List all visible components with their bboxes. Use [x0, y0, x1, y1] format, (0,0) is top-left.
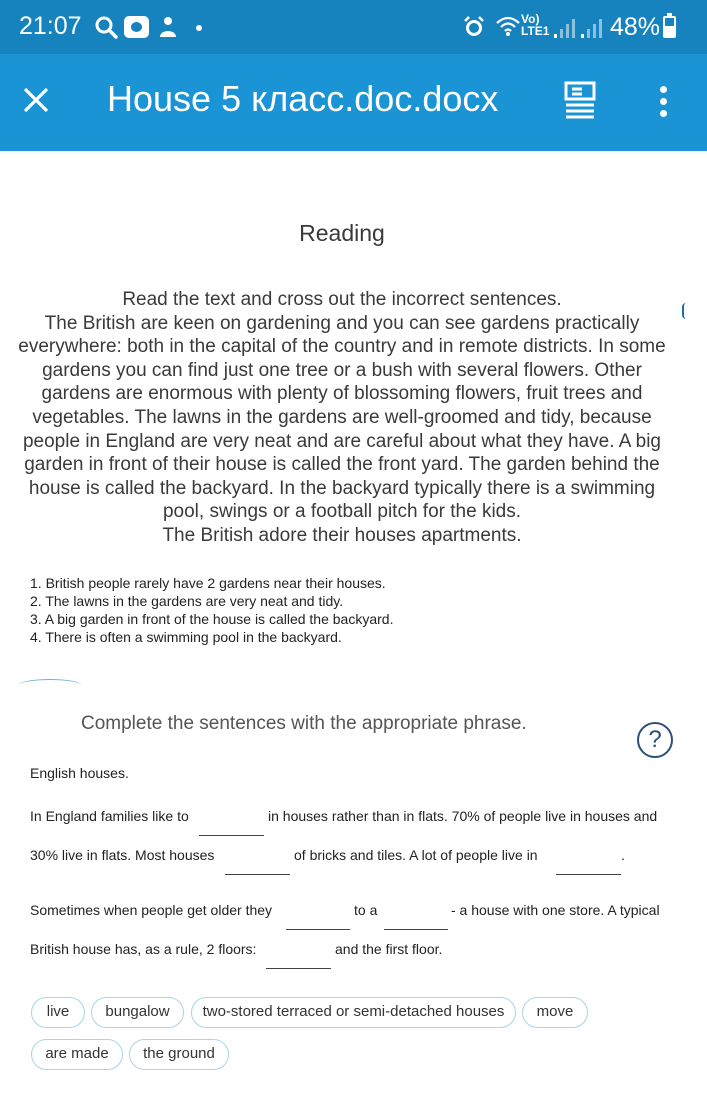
statement-item: 4. There is often a swimming pool in the backyard. — [30, 629, 342, 645]
exercise-text: of bricks and tiles. A lot of people live in — [294, 847, 538, 863]
search-icon — [94, 15, 118, 39]
signal-icon-2 — [580, 17, 602, 39]
exercise-heading: English houses. — [30, 765, 129, 781]
document-view — [0, 151, 707, 1120]
exercise-text: In England families like to — [30, 808, 189, 824]
option-chip-are-made[interactable]: are made — [31, 1039, 123, 1070]
statement-item: 3. A big garden in front of the house is called the backyard. — [30, 611, 394, 627]
network-label: Vo) LTE1 — [521, 12, 550, 38]
close-icon[interactable] — [20, 84, 52, 116]
blank-5[interactable] — [384, 929, 448, 930]
reading-paragraph: The British are keen on gardening and you can see gardens practically everywhere: both in the capital of the country and in remote districts. In some gardens you can find just one tree or a bush with several flowers. Other gardens are enormous with plenty of blossoming flowers, fruit trees and vegetables. The lawns in the gardens are well-groomed and tidy, because people in England are very neat and are careful about what they have. A big garden in front of their house is called the front yard. The garden behind the house is called the backyard. In the backyard typically there is a swimming pool, swings or a football pitch for the kids. — [18, 312, 666, 523]
app-notification-icon — [124, 16, 149, 38]
more-vert-icon[interactable] — [648, 82, 678, 122]
blank-4[interactable] — [286, 929, 350, 930]
signal-icon — [553, 17, 575, 39]
wifi-icon — [496, 15, 520, 37]
exercise-text: Sometimes when people get older they — [30, 902, 273, 918]
status-bar — [0, 0, 707, 54]
blank-6[interactable] — [266, 968, 331, 969]
user-icon — [156, 15, 178, 39]
blank-1[interactable] — [199, 835, 264, 836]
battery-percent: 48% — [610, 13, 661, 41]
option-chip-move[interactable]: move — [522, 997, 588, 1028]
section-divider — [19, 679, 81, 691]
notification-dot-icon — [196, 25, 202, 31]
reading-heading: Reading — [299, 220, 385, 246]
option-chip-two-stored-houses[interactable]: two-stored terraced or semi-detached houses — [191, 997, 516, 1028]
option-chip-live[interactable]: live — [31, 997, 85, 1028]
scroll-edge-indicator — [682, 303, 686, 319]
exercise-text: . — [621, 847, 625, 863]
exercise-text: - a house with one store. A typical — [451, 902, 660, 918]
status-time: 21:07 — [19, 12, 82, 40]
reading-instruction: Read the text and cross out the incorrect sentences. — [122, 289, 562, 310]
exercise-text: 30% live in flats. Most houses — [30, 847, 215, 863]
battery-icon — [663, 16, 676, 38]
statement-list — [30, 574, 393, 646]
exercise-text: British house has, as a rule, 2 floors: — [30, 941, 257, 957]
blank-3[interactable] — [556, 874, 621, 875]
exercise-text: in houses rather than in flats. 70% of people live in houses and — [268, 808, 658, 824]
help-button[interactable]: ? — [637, 722, 673, 758]
reading-text — [14, 288, 670, 548]
reading-closing-sentence: The British adore their houses apartments. — [162, 524, 522, 546]
blank-2[interactable] — [225, 874, 290, 875]
option-chip-the-ground[interactable]: the ground — [129, 1039, 229, 1070]
statement-item: 1. British people rarely have 2 gardens near their houses. — [30, 575, 386, 591]
reader-mode-icon[interactable] — [563, 81, 597, 121]
exercise-text: and the first floor. — [335, 941, 443, 957]
exercise-title: Complete the sentences with the appropriate phrase. — [81, 713, 527, 734]
app-bar — [0, 54, 707, 151]
alarm-icon — [462, 15, 486, 39]
exercise-text: to a — [354, 902, 378, 918]
document-title: House 5 класс.doc.docx — [107, 78, 499, 119]
statement-item: 2. The lawns in the gardens are very neat and tidy. — [30, 593, 344, 609]
option-chip-bungalow[interactable]: bungalow — [91, 997, 184, 1028]
